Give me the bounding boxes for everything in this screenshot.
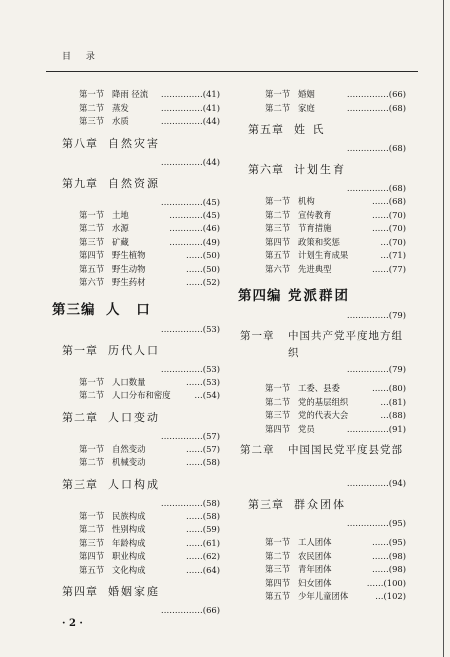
section-page: …………(46): [169, 223, 220, 233]
section-title: 水源: [112, 223, 129, 233]
section-number: 第一节: [79, 209, 105, 220]
section-title: 文化构成: [112, 564, 146, 575]
chapter-title: 历代人口: [108, 343, 160, 357]
chapter-page-line: [232, 362, 408, 376]
chapter-page-line: [232, 516, 408, 530]
section-title: 野生动物: [112, 263, 146, 274]
toc-section: [232, 222, 408, 236]
header-rule: [46, 71, 418, 72]
section-title: 工人团体: [298, 537, 332, 547]
section-page: ……(77): [372, 263, 406, 274]
section-number: 第二节: [265, 550, 291, 561]
section-number: 第三节: [265, 410, 291, 420]
section-title: 计划生育成果: [298, 250, 349, 260]
chapter-page-line: [46, 195, 222, 209]
section-title: 民族构成: [112, 510, 146, 521]
section-page: ……(68): [372, 196, 406, 206]
toc-section: [46, 376, 222, 390]
part-title: 人 口: [106, 301, 156, 318]
section-number: 第四节: [265, 236, 291, 247]
section-number: 第五节: [265, 250, 291, 260]
section-number: 第二节: [79, 524, 105, 534]
section-page: ……(52): [186, 277, 220, 287]
section-page: ……(98): [372, 550, 406, 561]
section-title: 先进典型: [298, 263, 332, 274]
section-title: 机械变动: [112, 457, 146, 467]
chapter-number: 第九章: [62, 176, 98, 190]
toc-section: [46, 537, 222, 551]
section-number: 第四节: [265, 577, 291, 588]
section-page: ……(64): [186, 564, 220, 575]
section-title: 政策和奖惩: [298, 236, 340, 247]
page-number: · 2 ·: [62, 618, 83, 629]
section-page: ……………(91): [346, 423, 406, 434]
section-page: ……(61): [186, 537, 220, 548]
section-number: 第五节: [79, 263, 105, 274]
chapter-page-line: [232, 141, 408, 155]
section-page: …(54): [194, 390, 220, 400]
section-title: 性别构成: [112, 524, 146, 534]
section-title: 人口数量: [112, 376, 146, 387]
section-page: ……(53): [186, 376, 220, 387]
section-page: ……………(41): [160, 102, 220, 113]
chapter-title: 姓 氏: [294, 123, 326, 136]
section-number: 第一节: [265, 89, 291, 99]
section-page: ……(58): [186, 457, 220, 467]
section-page: …(70): [380, 236, 406, 247]
section-title: 妇女团体: [298, 577, 332, 588]
section-page: ……(58): [186, 510, 220, 521]
section-number: 第五节: [265, 591, 291, 601]
part-page: ……………(79): [346, 310, 406, 320]
section-page: …(102): [375, 591, 406, 601]
section-number: 第二节: [79, 390, 105, 400]
chapter-page: ……………(95): [346, 518, 406, 528]
section-page: ……(57): [186, 443, 220, 454]
chapter-title: 人口构成: [108, 477, 160, 491]
chapter-page-line: [46, 429, 222, 443]
section-title: 少年儿童团体: [298, 591, 349, 601]
toc-section: [46, 236, 222, 250]
section-number: 第一节: [79, 510, 105, 521]
toc-chapter: [46, 173, 222, 195]
section-page: …………(45): [169, 209, 220, 220]
chapter-title: 自然资源: [108, 176, 160, 190]
section-number: 第一节: [79, 443, 105, 454]
toc-chapter: [46, 581, 222, 603]
toc-section: [46, 276, 222, 290]
section-page: ……………(44): [160, 116, 220, 126]
section-title: 蒸发: [112, 102, 129, 113]
section-title: 农民团体: [298, 550, 332, 561]
toc-section: [46, 550, 222, 564]
section-number: 第一节: [265, 196, 291, 206]
section-page: ……(98): [372, 564, 406, 574]
section-number: 第二节: [265, 102, 291, 113]
section-number: 第五节: [79, 564, 105, 575]
section-page: ……………(66): [346, 89, 406, 99]
part-title: 党派群团: [288, 288, 350, 304]
section-number: 第一节: [79, 89, 105, 99]
toc-section: [46, 102, 222, 116]
toc-section: [46, 564, 222, 578]
section-title: 自然变动: [112, 443, 146, 454]
toc-section: [232, 550, 408, 564]
chapter-title: 婚姻家庭: [108, 585, 160, 598]
section-title: 工委、县委: [298, 383, 340, 393]
toc-left-column: [46, 88, 222, 617]
section-page: …(81): [380, 396, 406, 407]
section-number: 第一节: [265, 383, 291, 393]
chapter-number: 第二章: [62, 410, 98, 424]
toc-section: [232, 209, 408, 223]
section-page: ……………(41): [160, 89, 220, 99]
toc-section: [46, 249, 222, 263]
toc-section: [46, 456, 222, 470]
section-number: 第二节: [79, 223, 105, 233]
section-page: …(88): [380, 410, 406, 420]
section-number: 第二节: [265, 396, 291, 407]
toc-part: [232, 284, 408, 308]
toc-chapter: [46, 133, 222, 155]
section-title: 土地: [112, 209, 129, 220]
chapter-title: 人口变动: [108, 410, 160, 424]
chapter-number: 第四章: [62, 585, 98, 598]
toc-section: [232, 195, 408, 209]
section-page: …(71): [380, 250, 406, 260]
section-page: ……………(68): [346, 102, 406, 113]
section-number: 第六节: [79, 277, 105, 287]
toc-right-column: [232, 88, 408, 604]
chapter-page: ……………(45): [160, 196, 220, 207]
toc-section: [46, 510, 222, 524]
section-number: 第一节: [265, 537, 291, 547]
section-page: ……(59): [186, 524, 220, 534]
chapter-number: 第三章: [62, 477, 98, 491]
chapter-page: ……………(79): [346, 364, 406, 374]
running-head: 目 录: [62, 52, 101, 62]
section-title: 党的代表大会: [298, 410, 349, 420]
chapter-page-line: [46, 603, 222, 617]
chapter-title: 群众团体: [294, 498, 346, 511]
section-number: 第三节: [265, 564, 291, 574]
part-number: 第四编: [238, 288, 282, 304]
toc-section: [46, 443, 222, 457]
chapter-number: 第六章: [248, 163, 284, 176]
section-title: 野生药材: [112, 277, 146, 287]
chapter-page-line: [46, 496, 222, 510]
toc-chapter: [232, 119, 408, 141]
section-title: 宣传教育: [298, 209, 332, 220]
section-title: 职业构成: [112, 551, 146, 561]
toc-section: [232, 236, 408, 250]
section-title: 野生植物: [112, 250, 146, 260]
section-page: ……(100): [366, 577, 406, 588]
toc-section: [46, 222, 222, 236]
part-page: ……………(53): [160, 323, 220, 334]
toc-section: [46, 263, 222, 277]
part-page-line: [232, 308, 408, 322]
section-number: 第六节: [265, 263, 291, 274]
chapter-page-line: [232, 476, 408, 490]
toc-chapter: [46, 340, 222, 362]
toc-section: [232, 577, 408, 591]
toc-chapter: [232, 159, 408, 181]
chapter-number: 第八章: [62, 136, 98, 150]
toc-section: [46, 389, 222, 403]
chapter-page: ……………(58): [160, 497, 220, 508]
toc-section: [46, 209, 222, 223]
chapter-number: 第一章: [62, 343, 98, 357]
toc-chapter: [232, 328, 408, 362]
section-page: ……(70): [372, 223, 406, 233]
section-page: ……(80): [372, 383, 406, 393]
chapter-page-line: [232, 181, 408, 195]
toc-chapter: [46, 474, 222, 496]
part-page-line: [46, 322, 222, 336]
section-page: ……(95): [372, 537, 406, 547]
section-title: 人口分布和密度: [112, 390, 171, 400]
section-title: 节育措施: [298, 223, 332, 233]
section-number: 第一节: [79, 376, 105, 387]
section-number: 第三节: [79, 537, 105, 548]
section-number: 第二节: [79, 102, 105, 113]
toc-section: [232, 102, 408, 116]
section-title: 党的基层组织: [298, 396, 349, 407]
toc-chapter: [46, 407, 222, 429]
section-title: 家庭: [298, 102, 315, 113]
section-page: ……(50): [186, 250, 220, 260]
section-title: 婚姻: [298, 89, 315, 99]
toc-section: [46, 115, 222, 129]
section-number: 第四节: [79, 551, 105, 561]
toc-section: [232, 563, 408, 577]
page-edge-line: [443, 0, 444, 657]
toc-section: [232, 590, 408, 604]
chapter-number: 第一章: [240, 330, 275, 342]
section-title: 降雨 径流: [112, 89, 149, 99]
chapter-page-line: [46, 362, 222, 376]
toc-section: [46, 523, 222, 537]
chapter-page: ……………(57): [160, 430, 220, 441]
section-number: 第三节: [79, 116, 105, 126]
section-title: 年龄构成: [112, 537, 146, 548]
chapter-number: 第三章: [248, 498, 284, 511]
section-title: 党员: [298, 423, 315, 434]
section-number: 第三节: [79, 236, 105, 247]
toc-section: [232, 88, 408, 102]
toc-section: [232, 409, 408, 423]
toc-section: [232, 536, 408, 550]
chapter-title: 中国国民党平度县党部: [288, 444, 403, 456]
section-page: ……(50): [186, 263, 220, 274]
chapter-page: ……………(68): [346, 183, 406, 193]
toc-section: [232, 263, 408, 277]
toc-section: [232, 396, 408, 410]
section-title: 机构: [298, 196, 315, 206]
toc-chapter: [232, 442, 408, 476]
chapter-title: 自然灾害: [108, 136, 160, 150]
section-page: …………(49): [169, 236, 220, 247]
section-title: 青年团体: [298, 564, 332, 574]
chapter-page-line: [46, 155, 222, 169]
chapter-title: 中国共产党平度地方组织: [288, 330, 403, 359]
section-number: 第四节: [79, 250, 105, 260]
section-number: 第四节: [265, 423, 291, 434]
chapter-number: 第五章: [248, 123, 284, 136]
chapter-page: ……………(66): [160, 605, 220, 615]
section-number: 第二节: [79, 457, 105, 467]
part-number: 第三编: [52, 301, 96, 318]
chapter-page: ……………(53): [160, 363, 220, 374]
toc-section: [46, 88, 222, 102]
chapter-page: ……………(94): [346, 478, 406, 488]
chapter-page: ……………(44): [160, 156, 220, 167]
toc-section: [232, 382, 408, 396]
section-page: ……(70): [372, 209, 406, 220]
toc-chapter: [232, 494, 408, 516]
toc-section: [232, 249, 408, 263]
section-title: 矿藏: [112, 236, 129, 247]
section-number: 第三节: [265, 223, 291, 233]
chapter-title: 计划生育: [294, 163, 346, 176]
toc-section: [232, 423, 408, 437]
section-title: 水质: [112, 116, 129, 126]
chapter-page: ……………(68): [346, 143, 406, 153]
section-page: ……(62): [186, 551, 220, 561]
chapter-number: 第二章: [240, 444, 275, 456]
section-number: 第二节: [265, 209, 291, 220]
toc-part: [46, 298, 222, 322]
